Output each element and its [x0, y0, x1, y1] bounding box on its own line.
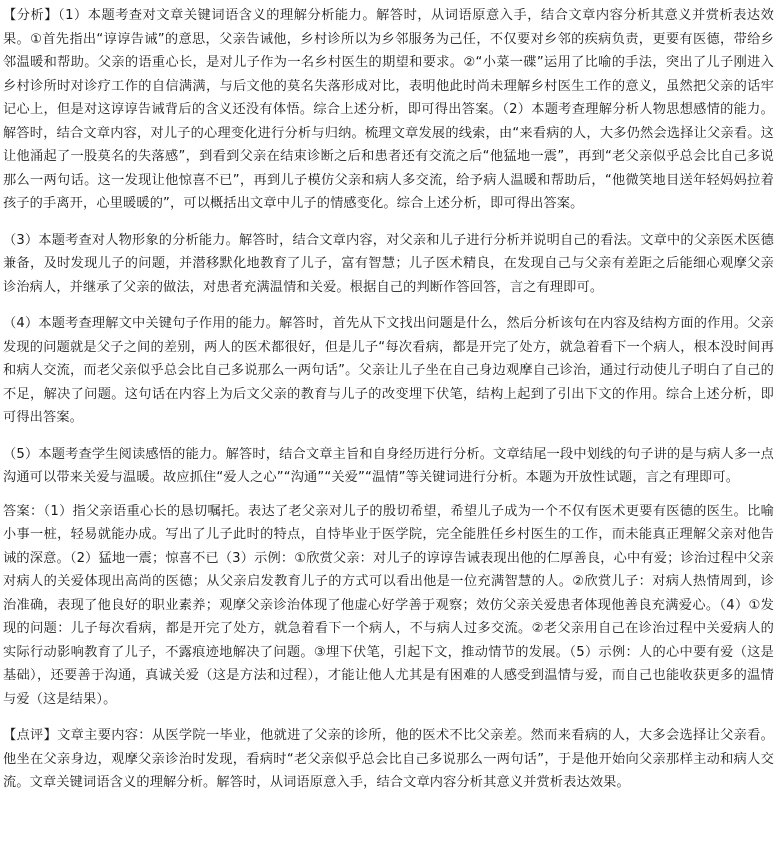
- analysis-paragraph-3: （4）本题考查理解文中关键句子作用的能力。解答时，首先从下文找出问题是什么，然后分析该句在内容及结构方面的作用。父亲发现的问题就是父子之间的差别，两人的医术都很好，但是儿子“每次看病，都是开完了处方，就急着看下一个病人，根本没时间再和病人交流，而老父亲似乎总会比自己多说那么一两句话”。父亲让儿子坐在自己身边观摩自己诊治，通过行动使儿子明白了自己的不足，解决了问题。这句话在内容上为后文父亲的教育与儿子的改变埋下伏笔，结构上起到了引出下文的作用。综合上述分析，即可得出答案。: [3, 316, 774, 425]
- analysis-paragraph-1: 【分析】（1）本题考查对文章关键词语含义的理解分析能力。解答时，从词语原意入手，结合文章内容分析其意义并赏析表达效果。①首先指出“谆谆告诫”的意思，父亲告诫他，乡村诊所以为乡邻服务为己任，不仅要对乡邻的疾病负责，更要有医德，带给乡邻温暖和帮助。父亲的语重心长，是对儿子作为一名乡村医生的期望和要求。②“小菜一碟”运用了比喻的手法，突出了儿子刚进入乡村诊所时对诊疗工作的自信满满，与后文他的莫名失落形成对比，表明他此时尚未理解乡村医生工作的意义，虽然把父亲的话牢记心上，但是对这谆谆告诫背后的含义还没有体悟。综合上述分析，即可得出答案。（2）本题考查理解分析人物思想感情的能力。解答时，结合文章内容，对儿子的心理变化进行分析与归纳。梳理文章发展的线索，由“来看病的人，大多仍然会选择让父亲看。这让他涌起了一股莫名的失落感”，到看到父亲在结束诊断之后和患者还有交流之后“他猛地一震”，再到“老父亲似乎总会比自己多说那么一两句话。这一发现让他惊喜不已”，再到儿子模仿父亲和病人多交流，给予病人温暖和帮助后，“他微笑地目送年轻妈妈拉着孩子的手离开，心里暖暖的”，可以概括出文章中儿子的情感变化。综合上述分析，即可得出答案。: [3, 8, 774, 211]
- comment-paragraph: 【点评】文章主要内容：从医学院一毕业，他就进了父亲的诊所，他的医术不比父亲差。然而来看病的人，大多会选择让父亲看。他坐在父亲身边，观摩父亲诊治时发现，看病时“老父亲似乎总会比自己多说那么一两句话”，于是他开始向父亲那样主动和病人交流。文章关键词语含义的理解分析。解答时，从词语原意入手，结合文章内容分析其意义并赏析表达效果。: [3, 728, 774, 790]
- answer-paragraph: 答案：（1）指父亲语重心长的恳切嘱托。表达了老父亲对儿子的殷切希望，希望儿子成为一个不仅有医术更要有医德的医生。比喻小事一桩，轻易就能办成。写出了儿子此时的特点，自恃毕业于医学院，完全能胜任乡村医生的工作，而未能真正理解父亲对他告诫的深意。（2）猛地一震；惊喜不已（3）示例：①欣赏父亲：对儿子的谆谆告诫表现出他的仁厚善良，心中有爱；诊治过程中父亲对病人的关爱体现出高尚的医德；从父亲启发教育儿子的方式可以看出他是一位充满智慧的人。②欣赏儿子：对病人热情周到，诊治准确，表现了他良好的职业素养；观摩父亲诊治体现了他虚心好学善于观察；效仿父亲关爱患者体现他善良充满爱心。（4）①发现的问题：儿子每次看病，都是开完了处方，就急着看下一个病人，不与病人过多交流。②老父亲用自己在诊治过程中关爱病人的实际行动影响教育了儿子，不露痕迹地解决了问题。③埋下伏笔，引起下文，推动情节的发展。（5）示例：人的心中要有爱（这是基础），还要善于沟通，真诚关爱（这是方法和过程），才能让他人尤其是有困难的人感受到温情与爱，而自己也能收获更多的温情与爱（这是结果）。: [3, 503, 774, 707]
- analysis-paragraph-2: （3）本题考查对人物形象的分析能力。解答时，结合文章内容，对父亲和儿子进行分析并说明自己的看法。文章中的父亲医术医德兼备，及时发现儿子的问题，并潜移默化地教育了儿子，富有智慧；儿子医术精良，在发现自己与父亲有差距之后能细心观摩父亲诊治病人，并继承了父亲的做法，对患者充满温情和关爱。根据自己的判断作答回答，言之有理即可。: [3, 232, 774, 295]
- analysis-paragraph-4: （5）本题考查学生阅读感悟的能力。解答时，结合文章主旨和自身经历进行分析。文章结尾一段中划线的句子讲的是与病人多一点沟通可以带来关爱与温暖。故应抓住“爱人之心”“沟通”“关爱”“温情”等关键词进行分析。本题为开放性试题，言之有理即可。: [3, 446, 774, 485]
